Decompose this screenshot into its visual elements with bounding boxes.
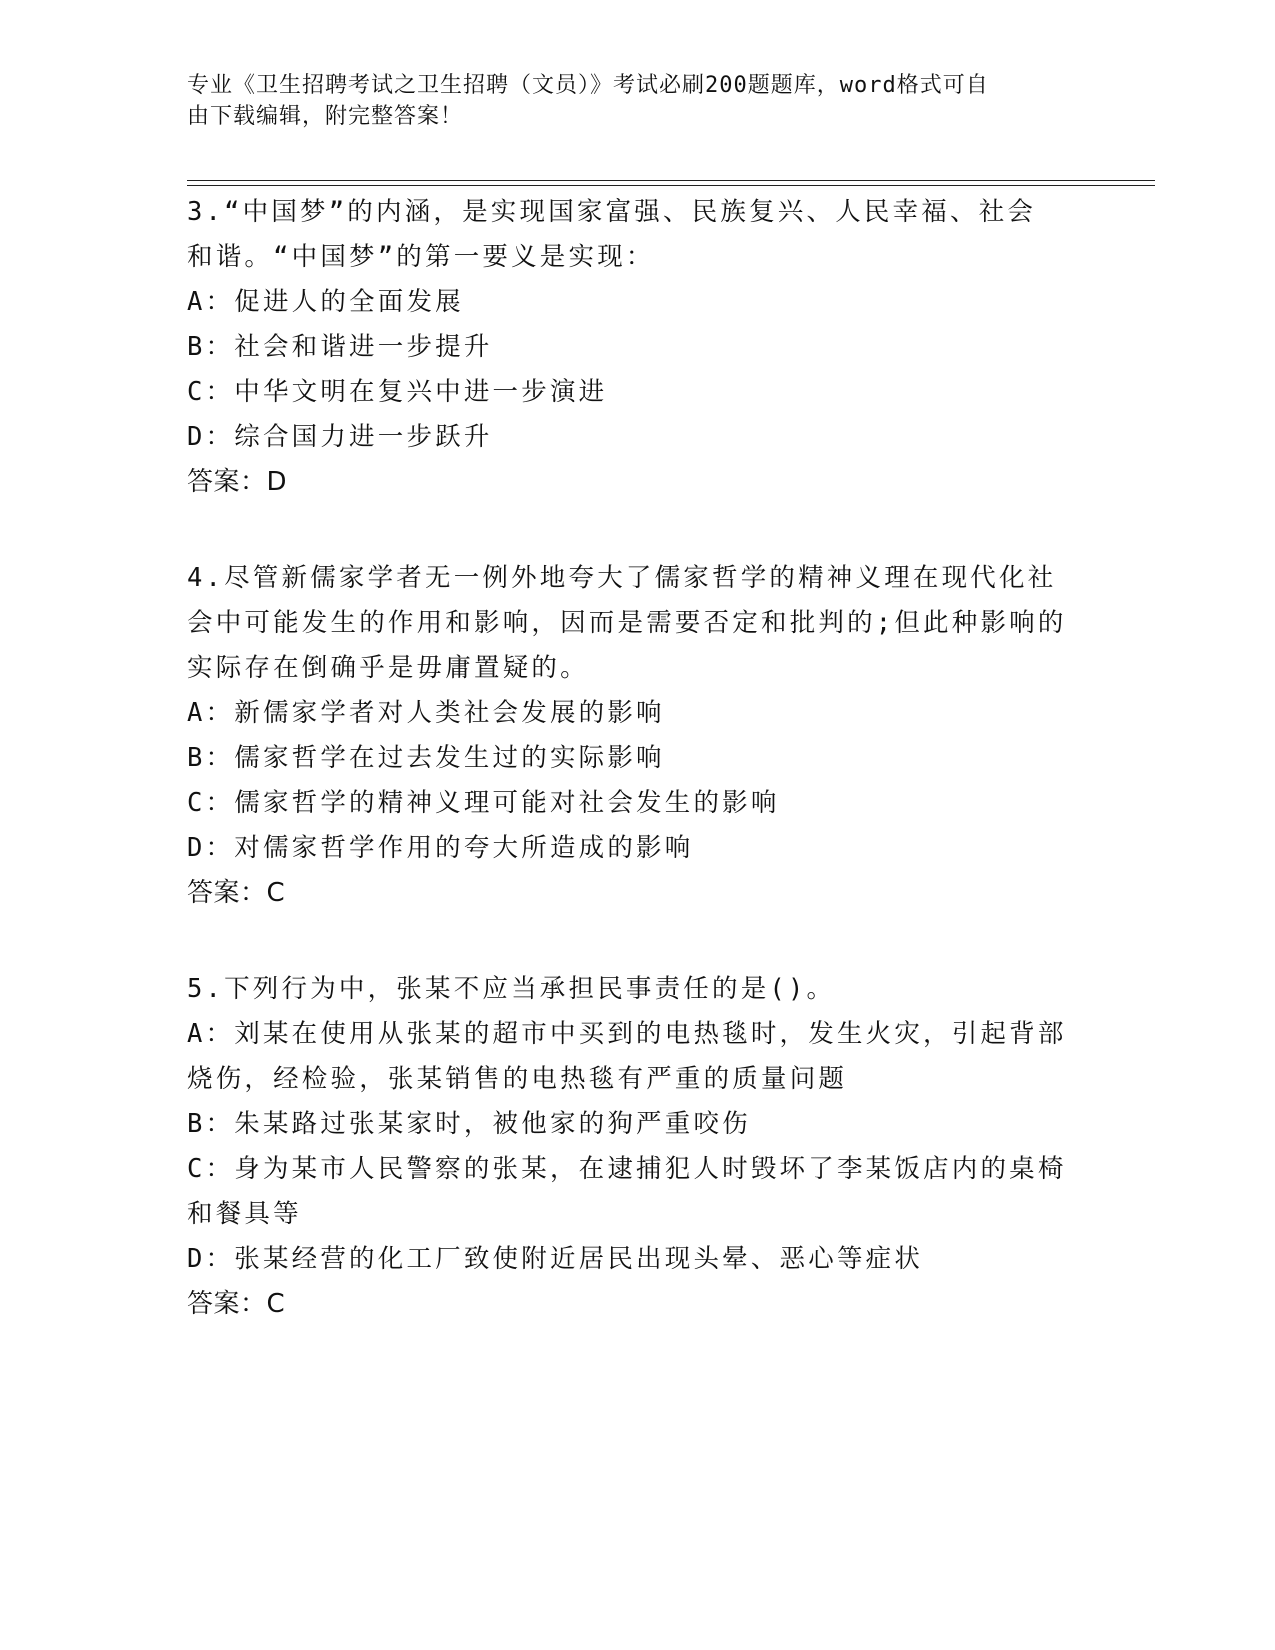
question-4 — [187, 556, 1077, 916]
document-header — [187, 70, 1067, 132]
question-5 — [187, 967, 1077, 1327]
option-b: B：社会和谐进一步提升 — [187, 332, 493, 362]
header-divider-top — [187, 180, 1155, 181]
option-c: C：儒家哲学的精神义理可能对社会发生的影响 — [187, 788, 780, 818]
question-text-line: 和谐。“中国梦”的第一要义是实现： — [187, 242, 655, 272]
option-c-continued: 和餐具等 — [187, 1199, 302, 1229]
option-c: C：中华文明在复兴中进一步演进 — [187, 377, 608, 407]
question-text-line: 实际存在倒确乎是毋庸置疑的。 — [187, 653, 589, 683]
question-text-line: 3.“中国梦”的内涵，是实现国家富强、民族复兴、人民幸福、社会 — [187, 197, 1037, 227]
option-a-continued: 烧伤，经检验，张某销售的电热毯有严重的质量问题 — [187, 1064, 848, 1094]
header-line-1: 专业《卫生招聘考试之卫生招聘（文员）》考试必刷200题题库，word格式可自 — [187, 73, 989, 98]
option-d: D：综合国力进一步跃升 — [187, 422, 493, 452]
answer-line: 答案：C — [187, 878, 286, 908]
answer-line: 答案：C — [187, 1289, 286, 1319]
option-a: A：新儒家学者对人类社会发展的影响 — [187, 698, 665, 728]
option-b: B：朱某路过张某家时，被他家的狗严重咬伤 — [187, 1109, 751, 1139]
question-text-line: 4.尽管新儒家学者无一例外地夸大了儒家哲学的精神义理在现代化社 — [187, 563, 1057, 593]
question-3 — [187, 190, 1077, 505]
header-divider-bottom — [187, 185, 1155, 186]
option-c: C：身为某市人民警察的张某，在逮捕犯人时毁坏了李某饭店内的桌椅 — [187, 1154, 1067, 1184]
answer-line: 答案：D — [187, 467, 288, 497]
option-b: B：儒家哲学在过去发生过的实际影响 — [187, 743, 665, 773]
option-a: A：促进人的全面发展 — [187, 287, 464, 317]
question-text-line: 会中可能发生的作用和影响，因而是需要否定和批判的;但此种影响的 — [187, 608, 1067, 638]
option-d: D：张某经营的化工厂致使附近居民出现头晕、恶心等症状 — [187, 1244, 924, 1274]
option-d: D：对儒家哲学作用的夸大所造成的影响 — [187, 833, 694, 863]
question-text-line: 5.下列行为中，张某不应当承担民事责任的是()。 — [187, 974, 836, 1004]
header-line-2: 由下载编辑，附完整答案！ — [187, 104, 464, 129]
option-a: A：刘某在使用从张某的超市中买到的电热毯时，发生火灾，引起背部 — [187, 1019, 1067, 1049]
